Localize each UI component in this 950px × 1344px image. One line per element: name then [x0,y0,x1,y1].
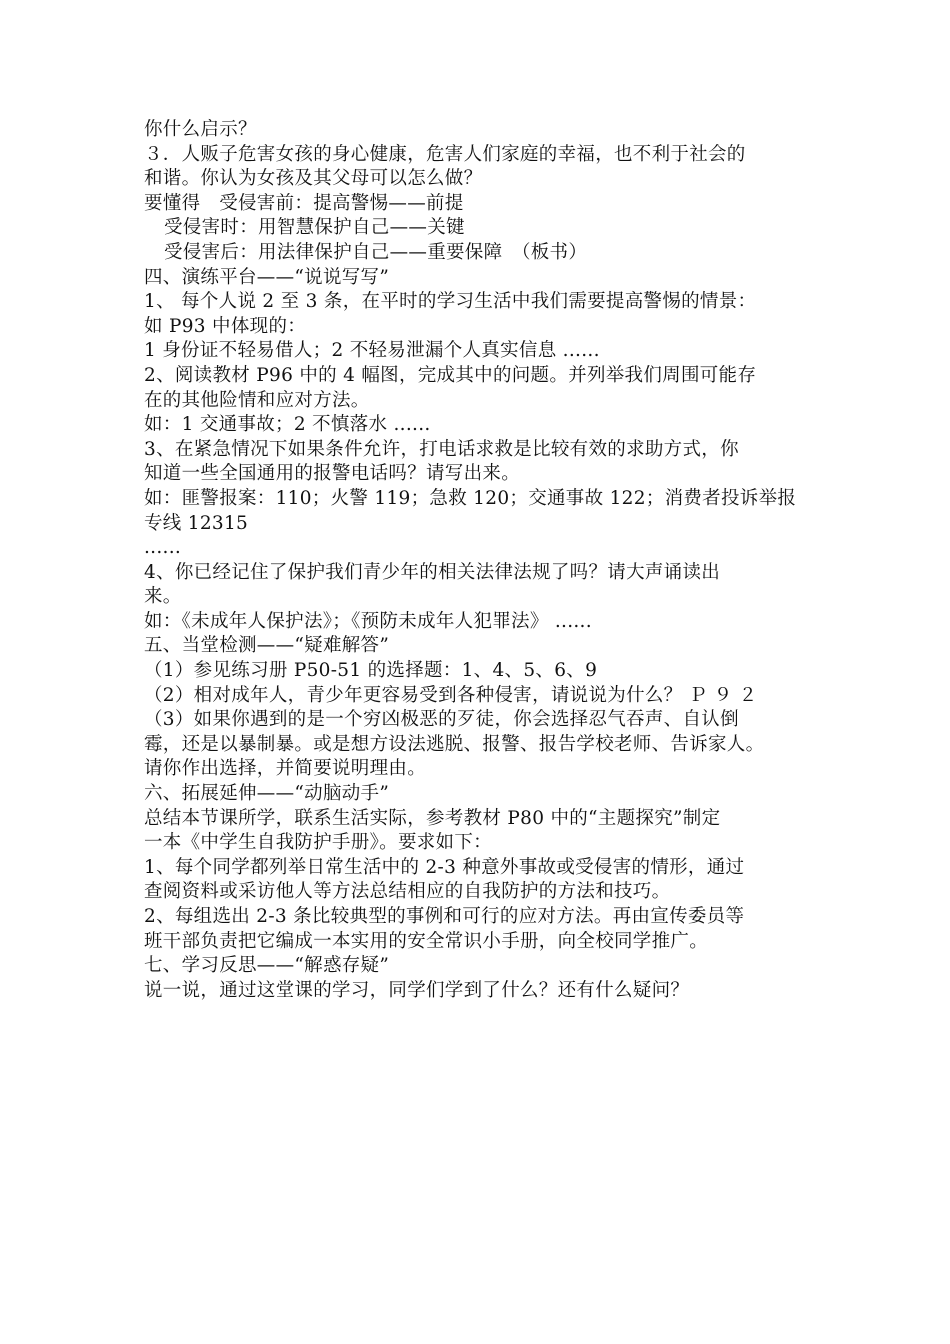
section-heading: 四、演练平台——“说说写写” [144,266,390,288]
text-line: 总结本节课所学，联系生活实际，参考教材 P80 中的“主题探究”制定 [144,807,721,829]
text-line: 在的其他险情和应对方法。 [144,389,370,411]
text-line: 来。 [144,586,182,608]
text-line: 2、每组选出 2-3 条比较典型的事例和可行的应对方法。再由宣传委员等 [144,906,745,927]
text-line: 要懂得 受侵害前：提高警惕——前提 [144,192,464,214]
text-line: 霉，还是以暴制暴。或是想方设法逃脱、报警、报告学校老师、告诉家人。 [144,733,765,755]
text-line: 知道一些全国通用的报警电话吗？请写出来。 [144,463,521,485]
text-line: 3、在紧急情况下如果条件允许，打电话求救是比较有效的求助方式，你 [144,438,739,460]
text-line: 一本《中学生自我防护手册》。要求如下： [144,832,492,854]
text-line: 如：1 交通事故；2 不慎落水 ...... [144,414,431,436]
text-line: ３．人贩子危害女孩的身心健康，危害人们家庭的幸福，也不利于社会的 [144,143,746,165]
text-line: 如：《未成年人保护法》；《预防未成年人犯罪法》 ...... [144,610,592,632]
text-line: 受侵害时：用智慧保护自己——关键 [164,217,465,239]
text-line: ...... [144,537,182,559]
text-line: 查阅资料或采访他人等方法总结相应的自我防护的方法和技巧。 [144,881,671,903]
text-line: 如：匪警报案：110；火警 119；急救 120；交通事故 122；消费者投诉举报 [144,487,797,509]
section-heading: 五、当堂检测——“疑难解答” [144,635,390,657]
text-line: 1 身份证不轻易借人；2 不轻易泄漏个人真实信息 ...... [144,340,600,362]
text-line: 专线 12315 [144,512,249,534]
text-line: 受侵害后：用法律保护自己——重要保障 （板书） [164,241,588,263]
section-heading: 六、拓展延伸——“动脑动手” [144,783,390,805]
text-line: 请你作出选择，并简要说明理由。 [144,758,427,780]
document-body [144,118,816,1003]
text-line: 说一说，通过这堂课的学习，同学们学到了什么？还有什么疑问？ [144,979,690,1001]
section-heading: 七、学习反思——“解惑存疑” [144,955,390,977]
text-line: 班干部负责把它编成一本实用的安全常识小手册，向全校同学推广。 [144,930,709,952]
text-line: （1）参见练习册 P50-51 的选择题：1、4、5、6、9 [144,660,598,682]
text-line: （2）相对成年人，青少年更容易受到各种侵害，请说说为什么？ Ｐ ９ ２ [144,684,758,706]
text-line: 1、每个同学都列举日常生活中的 2-3 种意外事故或受侵害的情形，通过 [144,856,745,878]
text-line: 2、阅读教材 P96 中的 4 幅图，完成其中的问题。并列举我们周围可能存 [144,364,757,386]
text-line: （3）如果你遇到的是一个穷凶极恶的歹徒，你会选择忍气吞声、自认倒 [144,709,739,731]
text-line: 4、你已经记住了保护我们青少年的相关法律法规了吗？请大声诵读出 [144,561,721,583]
text-line: 你什么启示？ [144,119,257,140]
text-line: 和谐。你认为女孩及其父母可以怎么做？ [144,168,483,190]
text-line: 1、 每个人说 2 至 3 条，在平时的学习生活中我们需要提高警惕的情景： [144,291,757,313]
text-line: 如 P93 中体现的： [144,315,307,337]
